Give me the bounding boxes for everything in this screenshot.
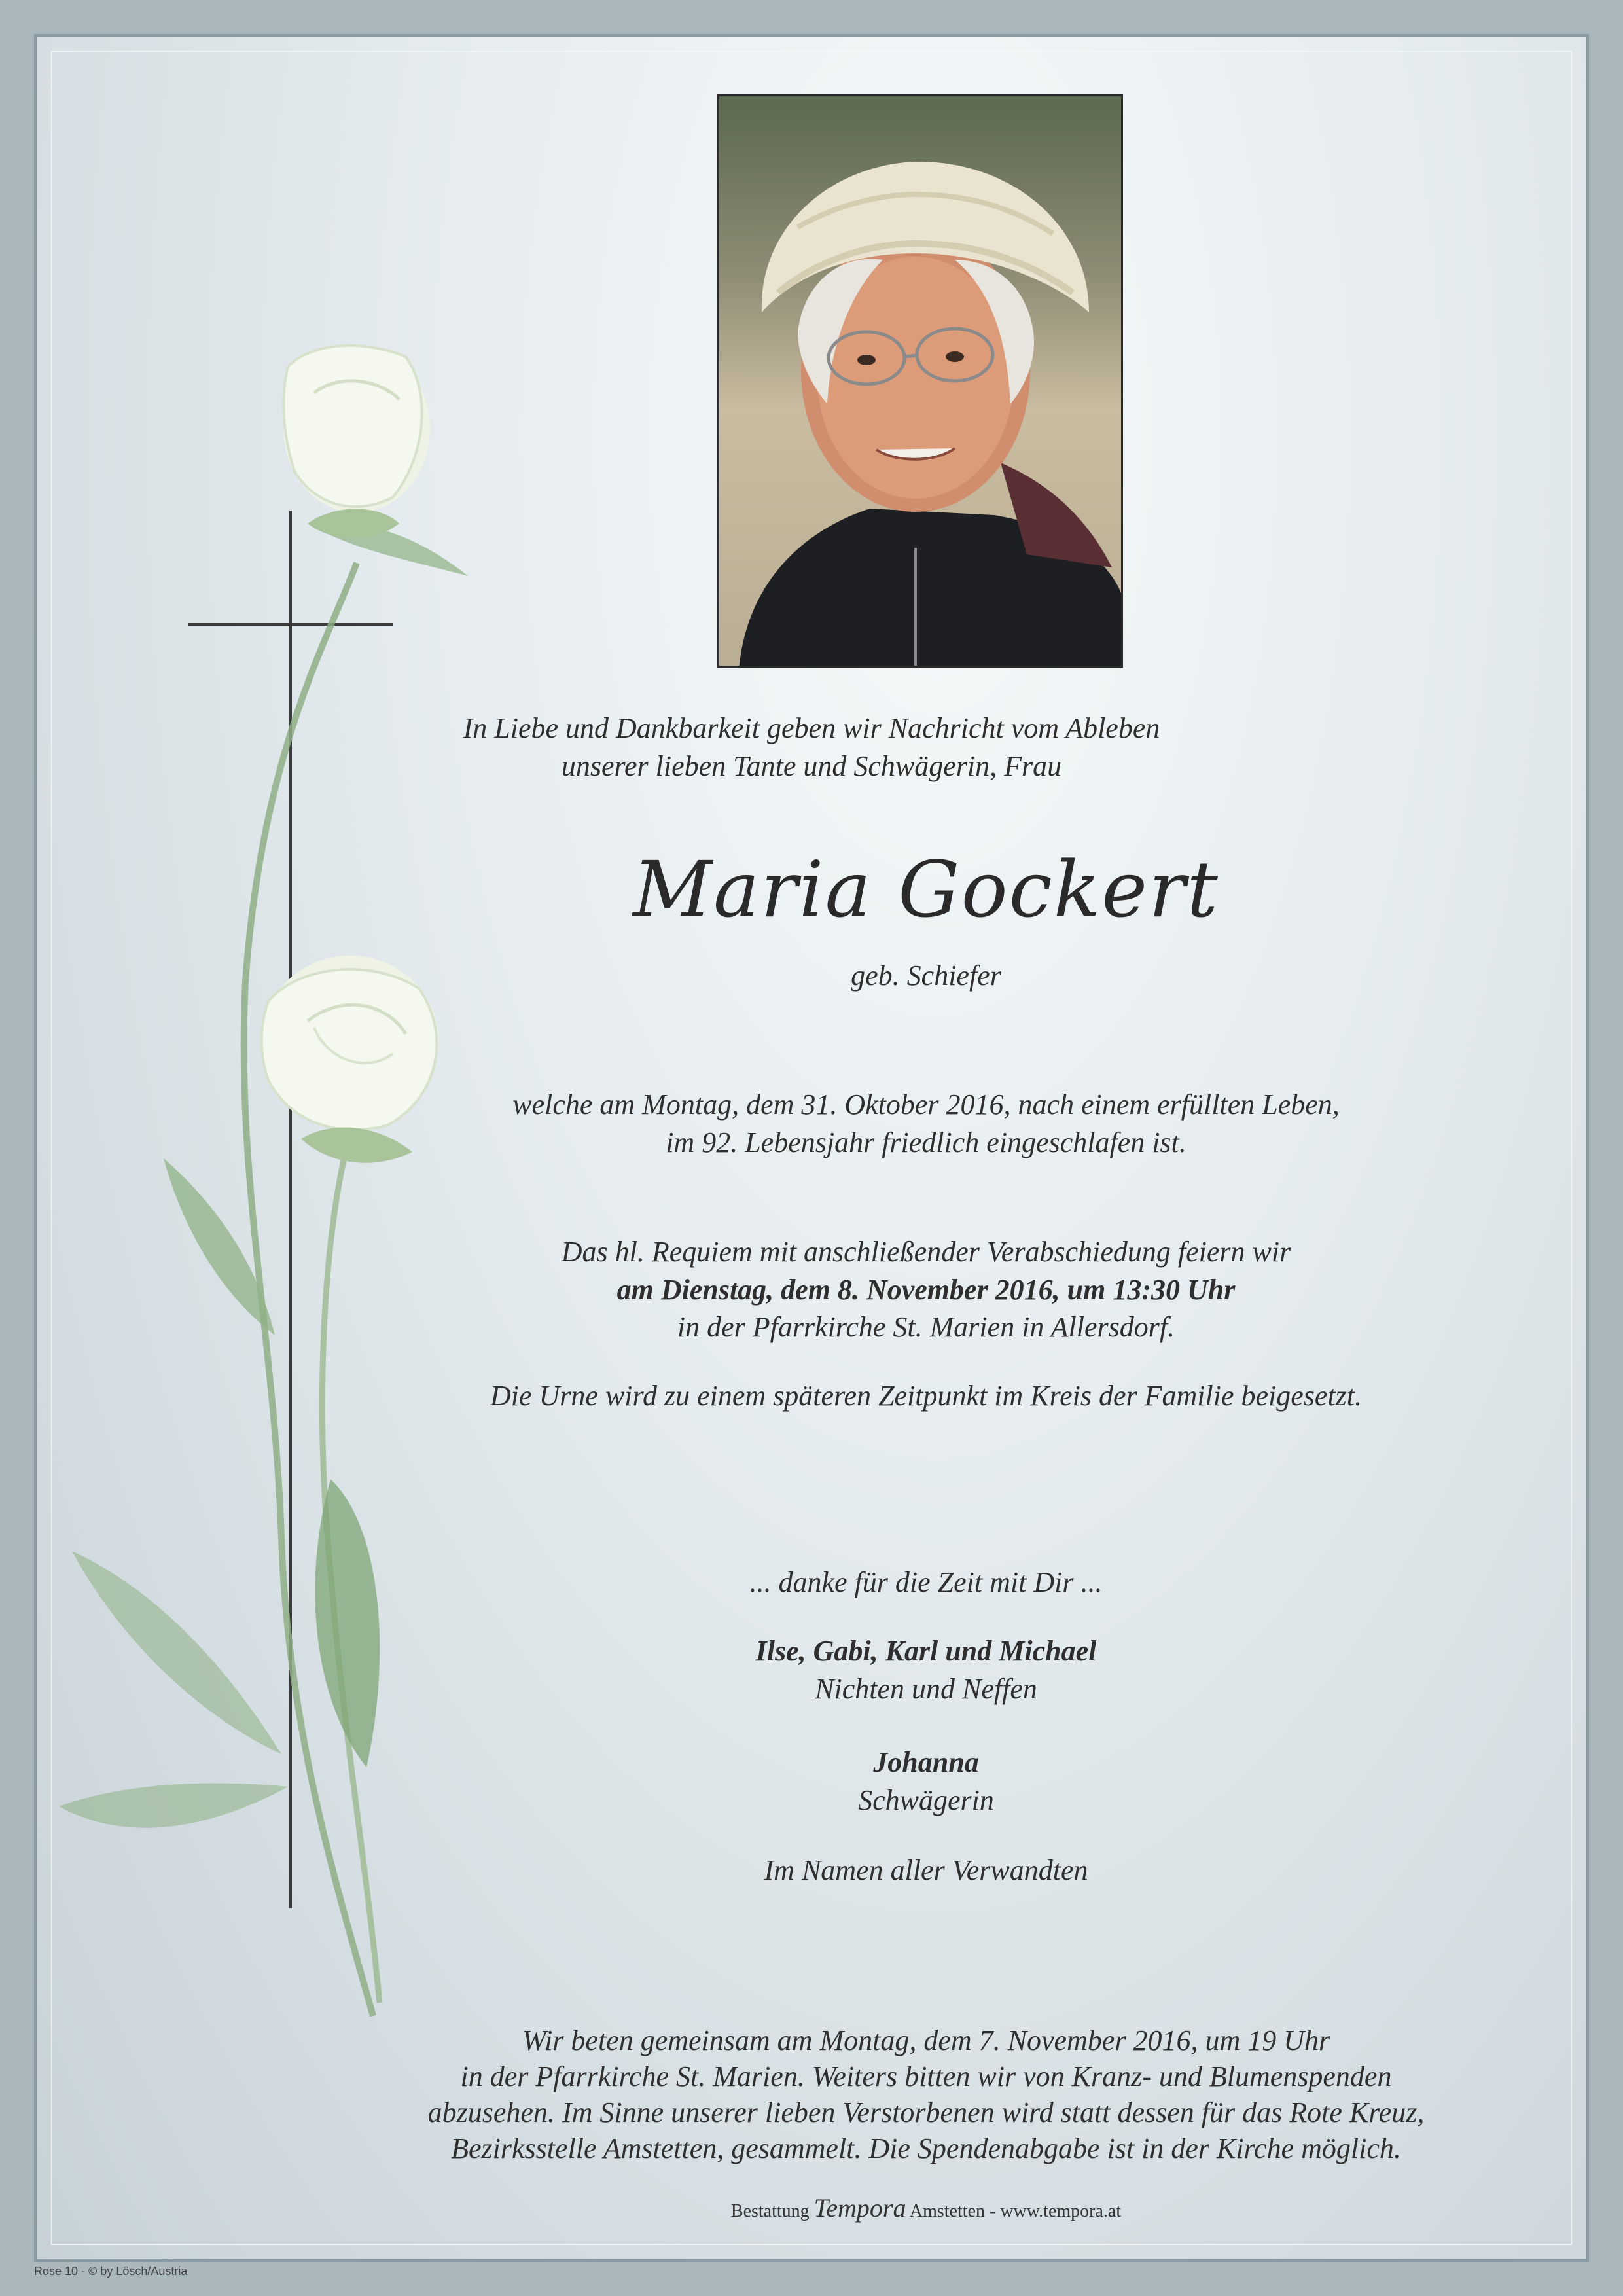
requiem-date: am Dienstag, dem 8. November 2016, um 13:30 Uhr	[616, 1274, 1236, 1306]
footer-suffix: Amstetten - www.tempora.at	[909, 2201, 1122, 2221]
death-line-2: im 92. Lebensjahr friedlich eingeschlafen ist.	[666, 1126, 1186, 1158]
thanks-line: ... danke für die Zeit mit Dir ...	[749, 1566, 1103, 1598]
prayer-line-1: Wir beten gemeinsam am Montag, dem 7. November 2016, um 19 Uhr	[522, 2024, 1330, 2056]
mourner-names: Ilse, Gabi, Karl und Michael	[755, 1635, 1097, 1667]
intro-line-1: In Liebe und Dankbarkeit geben wir Nachricht vom Ableben	[463, 712, 1160, 744]
prayer-line-3: abzusehen. Im Sinne unserer lieben Verstorbenen wird statt dessen für das Rote Kreuz,	[427, 2096, 1425, 2128]
prayer-line-4: Bezirksstelle Amstetten, gesammelt. Die Spendenabgabe ist in der Kirche möglich.	[451, 2132, 1401, 2164]
rose-flower-upper	[283, 345, 430, 539]
death-line-1: welche am Montag, dem 31. Oktober 2016, nach einem erfüllten Leben,	[512, 1088, 1340, 1121]
urn-note: Die Urne wird zu einem späteren Zeitpunkt im Kreis der Familie beigesetzt.	[490, 1380, 1363, 1412]
requiem-line-3: in der Pfarrkirche St. Marien in Allersdorf.	[677, 1311, 1175, 1343]
deceased-name: Maria Gockert	[633, 844, 1219, 935]
portrait-illustration	[719, 96, 1123, 668]
intro-line-2: unserer lieben Tante und Schwägerin, Frau	[561, 750, 1062, 782]
requiem-line-1: Das hl. Requiem mit anschließender Verabschiedung feiern wir	[561, 1236, 1291, 1268]
mourner-relation: Schwägerin	[858, 1784, 994, 1816]
copyright-note: Rose 10 - © by Lösch/Austria	[34, 2265, 188, 2278]
leaf-icon	[315, 1479, 380, 1767]
relatives-line: Im Namen aller Verwandten	[764, 1854, 1088, 1886]
footer-prefix: Bestattung	[730, 2201, 810, 2221]
mourner-relation: Nichten und Neffen	[815, 1673, 1037, 1705]
mourner-names: Johanna	[873, 1746, 979, 1778]
portrait-photo	[717, 94, 1123, 668]
footer	[0, 2193, 1623, 2223]
prayer-line-2: in der Pfarrkirche St. Marien. Weiters bitten wir von Kranz- und Blumenspenden	[460, 2060, 1392, 2092]
born-name: geb. Schiefer	[851, 960, 1001, 992]
footer-brand: Tempora	[813, 2193, 906, 2223]
